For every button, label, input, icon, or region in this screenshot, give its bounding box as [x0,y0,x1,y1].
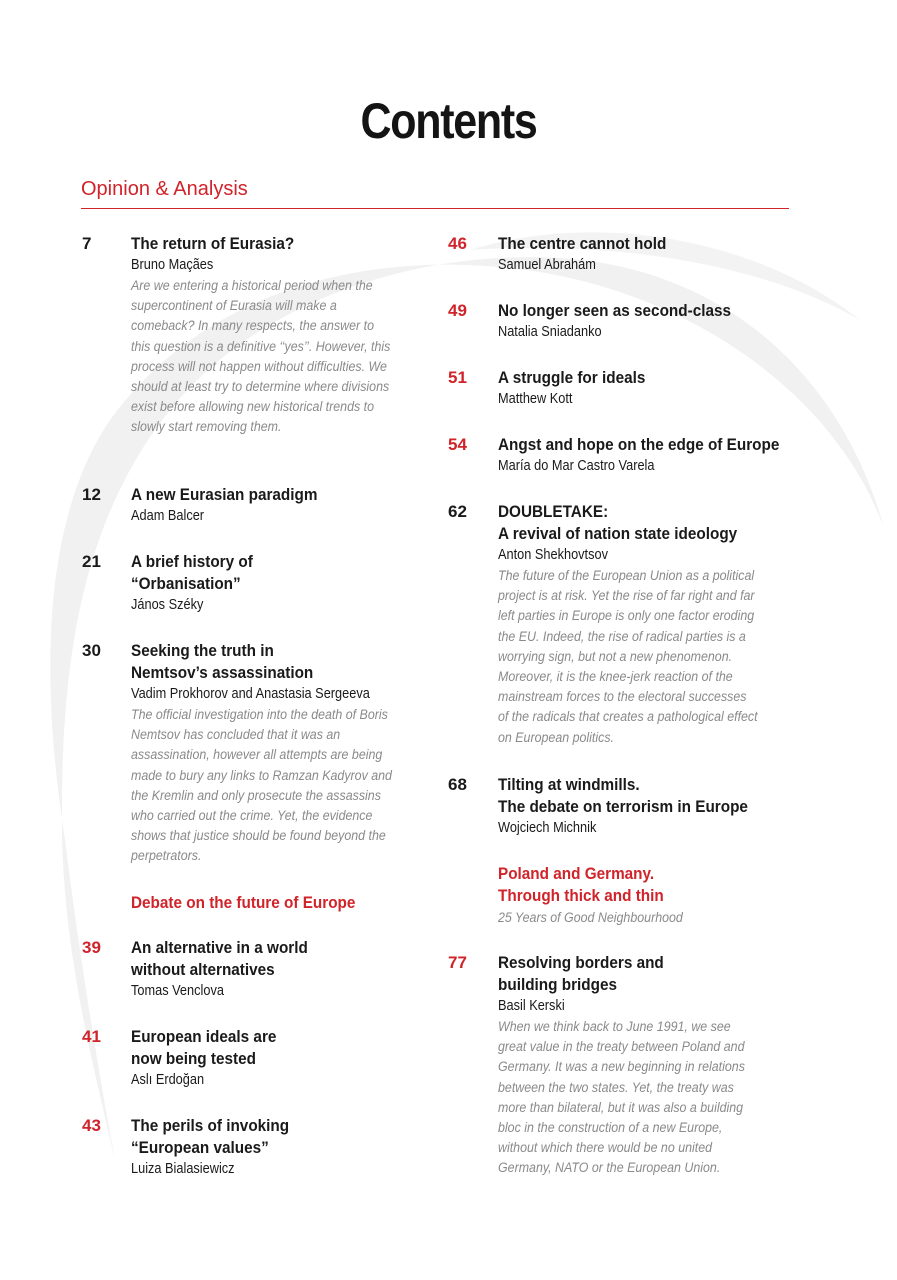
article-author: Natalia Sniadanko [498,324,602,340]
page-number: 77 [448,953,467,972]
page-number: 68 [448,775,467,794]
article-title: Resolving borders and building bridges [498,953,664,994]
article-title: A brief history of “Orbanisation” [131,552,253,593]
article-author: Basil Kerski [498,998,565,1014]
article-abstract: The future of the European Union as a political project is at risk. Yet the rise of far right and far left parties in Europe is only one factor eroding the EU. Indeed, the rise of radical parties is a worrying sign, but not a new phenomenon. Moreover, it is the knee-jerk reaction of the mainstream forces to the electoral successes of the radicals that creates a pathological effect on European politics. [498,568,758,745]
toc-entry-new-eurasian-paradigm[interactable] [82,484,431,526]
page-number: 7 [82,234,92,253]
poland-germany-subheading: 25 Years of Good Neighbourhood [498,910,683,925]
toc-entry-angst-and-hope[interactable] [448,434,818,476]
toc-entry-european-ideals[interactable] [82,1026,431,1090]
article-title: European ideals are now being tested [131,1027,277,1068]
section-heading: Opinion & Analysis [81,178,248,200]
article-author: Tomas Venclova [131,983,224,999]
article-author: János Széky [131,597,204,613]
page-number: 12 [82,485,101,504]
article-title: Angst and hope on the edge of Europe [498,435,780,454]
section-divider [81,208,789,209]
page-number: 41 [82,1027,101,1046]
article-title: Seeking the truth in Nemtsov’s assassination [131,641,314,682]
article-title: A new Eurasian paradigm [131,485,318,504]
toc-entry-nemtsov-assassination[interactable] [82,640,431,867]
article-title: The centre cannot hold [498,234,667,253]
article-author: Matthew Kott [498,391,573,407]
article-author: Aslı Erdoğan [131,1072,205,1088]
page-number: 43 [82,1116,101,1135]
page-number: 21 [82,552,101,571]
article-abstract: When we think back to June 1991, we see great value in the treaty between Poland and Germany. It was a new beginning in relations between the two states. Yet, the treaty was more than bilateral, but it was also a building bloc in the construction of a new Europe, without which there would be no united Germany, NATO or the European Union. [498,1019,745,1176]
page-number: 39 [82,938,101,957]
article-title: An alternative in a world without alternatives [131,938,308,979]
article-abstract: Are we entering a historical period when the supercontinent of Eurasia will make a comeback? In many respects, the answer to this question is a definitive ‘‘yes’’. However, this process will not happen without difficulties. We should at least try to determine where divisions exist before allowing new historical trends to slowly start removing them. [131,278,391,435]
article-title: DOUBLETAKE: A revival of nation state ideology [498,502,738,543]
toc-entry-alternative-world[interactable] [82,937,431,1001]
article-author: Bruno Maçães [131,257,214,273]
toc-entry-orbanisation[interactable] [82,551,431,615]
page-title: Contents [360,93,537,149]
article-author: Vadim Prokhorov and Anastasia Sergeeva [131,686,370,702]
article-author: Samuel Abrahám [498,257,596,273]
toc-entry-doubletake[interactable] [448,501,798,748]
article-author: María do Mar Castro Varela [498,458,655,474]
poland-germany-heading: Poland and Germany. Through thick and thin [498,864,664,905]
toc-entry-centre-cannot-hold[interactable] [448,233,798,275]
article-title: Tilting at windmills. The debate on terrorism in Europe [498,775,748,816]
toc-entry-the-return-of-eurasia[interactable] [82,233,431,438]
page-number: 30 [82,641,101,660]
toc-entry-resolving-borders[interactable] [448,952,798,1179]
toc-entry-tilting-at-windmills[interactable] [448,774,798,838]
page-number: 49 [448,301,467,320]
page-number: 51 [448,368,467,387]
article-author: Wojciech Michnik [498,820,597,836]
page-number: 54 [448,435,467,454]
toc-entry-second-class[interactable] [448,300,798,342]
debate-section-heading: Debate on the future of Europe [131,893,356,912]
page-number: 46 [448,234,467,253]
article-title: No longer seen as second-class [498,301,732,320]
article-title: The perils of invoking “European values” [131,1116,290,1157]
toc-entry-struggle-for-ideals[interactable] [448,367,798,409]
page-number: 62 [448,502,467,521]
toc-entry-perils-european-values[interactable] [82,1115,431,1179]
article-author: Adam Balcer [131,508,205,524]
article-title: The return of Eurasia? [131,234,295,253]
article-author: Anton Shekhovtsov [498,547,608,563]
article-title: A struggle for ideals [498,368,646,387]
article-author: Luiza Bialasiewicz [131,1161,235,1177]
article-abstract: The official investigation into the death of Boris Nemtsov has concluded that it was an assassination, however all attempts are being made to bury any links to Ramzan Kadyrov and the Kremlin and only prosecute the assassins who carried out the crime. Yet, the evidence shows that justice should be found beyond the perpetrators. [131,707,392,864]
